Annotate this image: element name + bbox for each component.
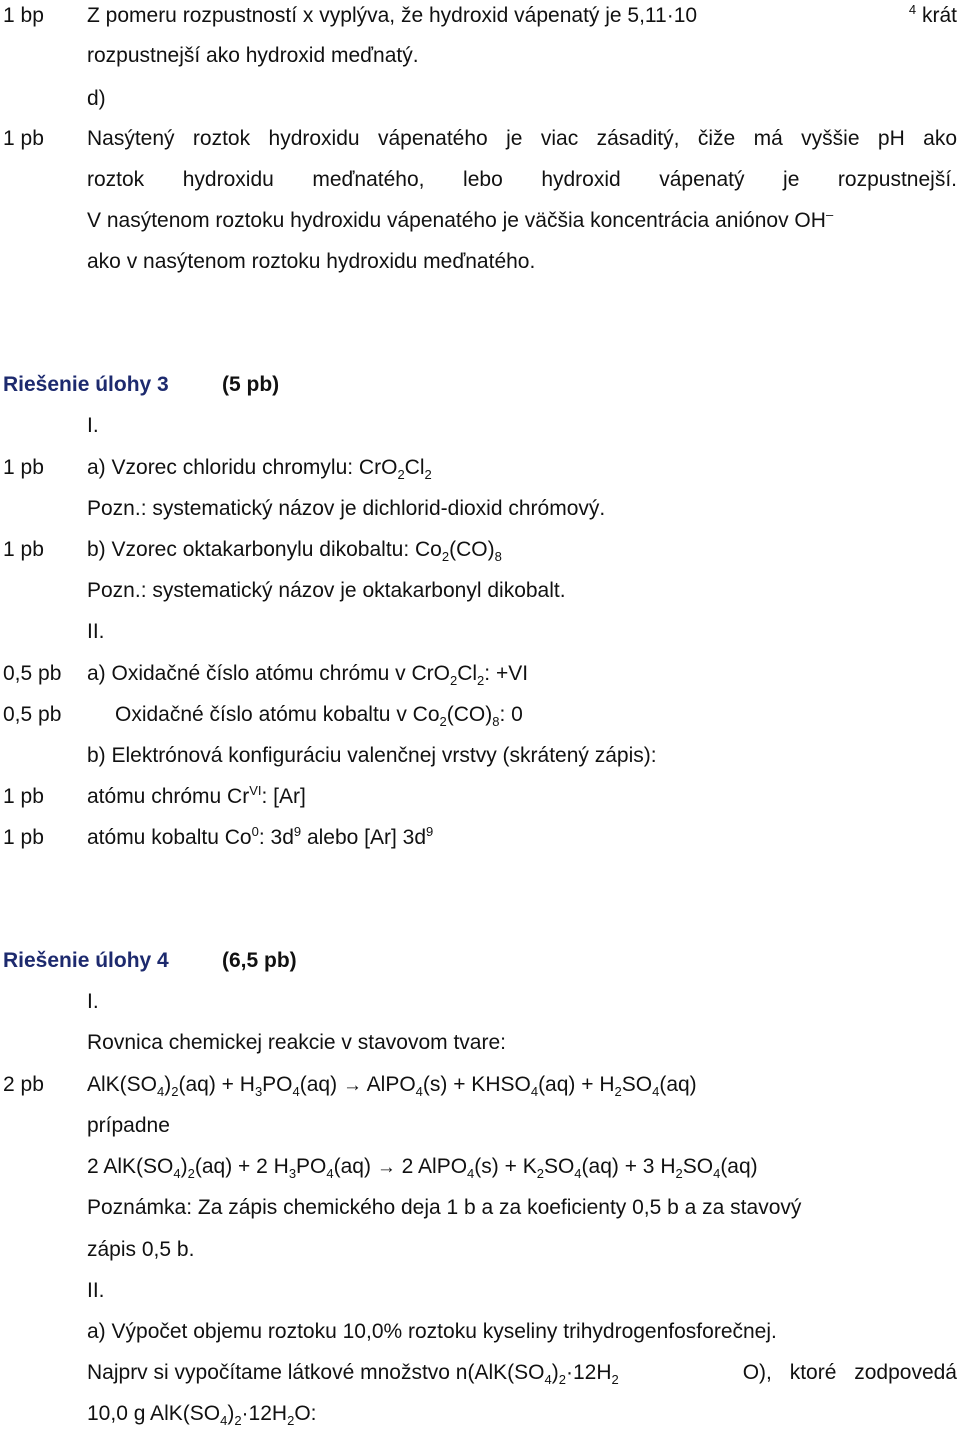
roman-numeral: II. (87, 1279, 105, 1302)
subscript: 2 (477, 673, 485, 689)
part-label: d) (87, 87, 106, 110)
subscript: 4 (326, 1166, 334, 1182)
text-segment: (aq) (659, 1073, 697, 1096)
text-segment: alebo [Ar] 3d (306, 826, 427, 849)
subscript: 2 (441, 549, 450, 565)
text-segment: a) Vzorec chloridu chromylu: CrO (87, 456, 398, 479)
score-label: 0,5 pb (3, 662, 62, 685)
score-label: 1 pb (3, 538, 44, 561)
equation-line (87, 1072, 697, 1099)
paragraph-line (87, 208, 833, 234)
formula-line (87, 784, 306, 810)
formula-line (87, 537, 502, 563)
text-segment: ) (551, 1361, 559, 1384)
subscript: 4 (292, 1084, 300, 1100)
text-segment: PO (296, 1155, 327, 1178)
text-segment: a) Oxidačné číslo atómu chrómu v CrO (87, 662, 450, 685)
superscript: 4 (908, 2, 917, 17)
roman-numeral: I. (87, 990, 99, 1013)
paragraph-line (87, 3, 957, 29)
note-line: Pozn.: systematický názov je dichlorid-dioxid chrómový. (87, 497, 606, 520)
score-label: 1 pb (3, 456, 44, 479)
paragraph-line: b) Elektrónová konfiguráciu valenčnej vrstvy (skrátený zápis): (87, 744, 657, 767)
paragraph-line: rozpustnejší ako hydroxid meďnatý. (87, 44, 419, 67)
text-segment: (CO) (449, 538, 495, 561)
subscript: 2 (558, 1372, 566, 1388)
roman-numeral: II. (87, 620, 105, 643)
subscript: 2 (171, 1084, 179, 1100)
text-segment: ) (164, 1073, 172, 1096)
subscript: 2 (287, 1413, 295, 1429)
text-segment: Z pomeru rozpustností x vyplýva, že hydroxid vápenatý je 5,11·10 (87, 4, 698, 27)
text-segment: (aq) (299, 1073, 338, 1096)
subscript: 4 (652, 1084, 660, 1100)
text-segment: (s) + K (474, 1155, 537, 1178)
note-line: Pozn.: systematický názov je oktakarbonyl dikobalt. (87, 579, 566, 602)
paragraph-line: Rovnica chemickej reakcie v stavovom tvare: (87, 1031, 506, 1054)
text-segment: Najprv si vypočítame látkové množstvo n(AlK(SO (87, 1361, 545, 1384)
paragraph-line (87, 1360, 957, 1386)
subscript: 4 (157, 1084, 165, 1100)
subscript: 4 (544, 1372, 552, 1388)
subscript: 3 (288, 1166, 297, 1182)
text-segment: (aq) + 2 H (194, 1155, 289, 1178)
subscript: 2 (614, 1084, 622, 1100)
formula-line (87, 661, 528, 687)
text-segment: O), ktoré zodpovedá (742, 1361, 957, 1384)
paragraph-line: a) Výpočet objemu roztoku 10,0% roztoku kyseliny trihydrogenfosforečnej. (87, 1320, 777, 1343)
score-label: 1 pb (3, 826, 44, 849)
section-points: (6,5 pb) (222, 949, 297, 972)
text-segment: (aq) (333, 1155, 371, 1178)
subscript: 3 (254, 1084, 263, 1100)
section-title: Riešenie úlohy 4 (3, 949, 169, 972)
paragraph-line: prípadne (87, 1114, 170, 1137)
paragraph-line: ako v nasýtenom roztoku hydroxidu meďnatého. (87, 250, 536, 273)
text-segment (87, 1360, 619, 1386)
superscript: 0 (251, 824, 259, 839)
subscript: 4 (467, 1166, 475, 1182)
text-segment: b) Vzorec oktakarbonylu dikobaltu: Co (87, 538, 442, 561)
text-segment: SO (621, 1073, 653, 1096)
subscript: 2 (536, 1166, 544, 1182)
score-label: 1 pb (3, 127, 44, 150)
score-label: 1 bp (3, 4, 44, 27)
paragraph-line: roztok hydroxidu meďnatého, lebo hydroxid vápenatý je rozpustnejší. (87, 168, 957, 191)
roman-numeral: I. (87, 414, 99, 437)
note-line: Poznámka: Za zápis chemického deja 1 b a za koeficienty 0,5 b a za stavový (87, 1196, 802, 1219)
subscript: 2 (439, 714, 447, 730)
text-segment: ) (180, 1155, 188, 1178)
text-segment: krát (921, 4, 957, 27)
text-segment: ·12H (241, 1402, 288, 1425)
superscript: VI (249, 783, 262, 798)
text-segment: atómu chrómu Cr (87, 785, 250, 808)
text-segment: atómu kobaltu Co (87, 826, 252, 849)
subscript: 2 (187, 1166, 195, 1182)
text-segment: SO (682, 1155, 714, 1178)
text-segment: 2 AlK(SO (87, 1155, 174, 1178)
text-segment: (aq) + H (538, 1073, 615, 1096)
text-segment: Oxidačné číslo atómu kobaltu v Co (115, 703, 440, 726)
text-segment: (aq) + H (178, 1073, 255, 1096)
superscript: – (825, 207, 834, 222)
reaction-arrow-icon: → (376, 1157, 396, 1178)
text-segment: : +VI (484, 662, 529, 685)
text-segment: : 0 (499, 703, 523, 726)
text-segment: 10,0 g AlK(SO (87, 1402, 221, 1425)
formula-line (115, 702, 523, 728)
equation-line (87, 1154, 758, 1181)
subscript: 8 (494, 549, 502, 565)
subscript: 2 (234, 1413, 242, 1429)
subscript: 2 (449, 673, 458, 689)
subscript: 2 (424, 467, 432, 483)
text-segment: : 3d (258, 826, 294, 849)
subscript: 4 (713, 1166, 721, 1182)
paragraph-line (87, 1401, 316, 1427)
subscript: 4 (530, 1084, 539, 1100)
text-segment: (aq) + 3 H (581, 1155, 676, 1178)
text-segment: (s) + KHSO (422, 1073, 531, 1096)
subscript: 4 (574, 1166, 582, 1182)
superscript: 9 (293, 824, 302, 839)
formula-line (87, 825, 433, 851)
score-label: 1 pb (3, 785, 44, 808)
subscript: 2 (675, 1166, 683, 1182)
paragraph-line: Nasýtený roztok hydroxidu vápenatého je viac zásaditý, čiže má vyššie pH ako (87, 127, 957, 150)
score-label: 2 pb (3, 1073, 44, 1096)
text-segment: ) (227, 1402, 235, 1425)
subscript: 4 (415, 1084, 423, 1100)
subscript: 8 (492, 714, 500, 730)
text-segment: AlPO (366, 1073, 416, 1096)
score-label: 0,5 pb (3, 703, 62, 726)
text-segment: : [Ar] (261, 785, 306, 808)
section-points: (5 pb) (222, 373, 280, 396)
text-segment: 2 AlPO (401, 1155, 468, 1178)
subscript: 2 (397, 467, 405, 483)
text-segment: (aq) (720, 1155, 758, 1178)
text-segment: Cl (457, 662, 478, 685)
text-segment: Cl (404, 456, 425, 479)
subscript: 2 (611, 1372, 619, 1388)
text-segment: (CO) (446, 703, 493, 726)
superscript: 9 (426, 824, 434, 839)
text-segment: V nasýtenom roztoku hydroxidu vápenatého je väčšia koncentrácia aniónov OH (87, 209, 826, 232)
subscript: 4 (173, 1166, 181, 1182)
note-line: zápis 0,5 b. (87, 1238, 195, 1261)
text-segment: AlK(SO (87, 1073, 158, 1096)
reaction-arrow-icon: → (342, 1075, 362, 1096)
formula-line (87, 455, 432, 481)
subscript: 4 (220, 1413, 228, 1429)
text-segment: SO (543, 1155, 575, 1178)
text-segment: O: (294, 1402, 317, 1425)
section-title: Riešenie úlohy 3 (3, 373, 169, 396)
text-segment: PO (262, 1073, 293, 1096)
text-segment: ·12H (565, 1361, 612, 1384)
